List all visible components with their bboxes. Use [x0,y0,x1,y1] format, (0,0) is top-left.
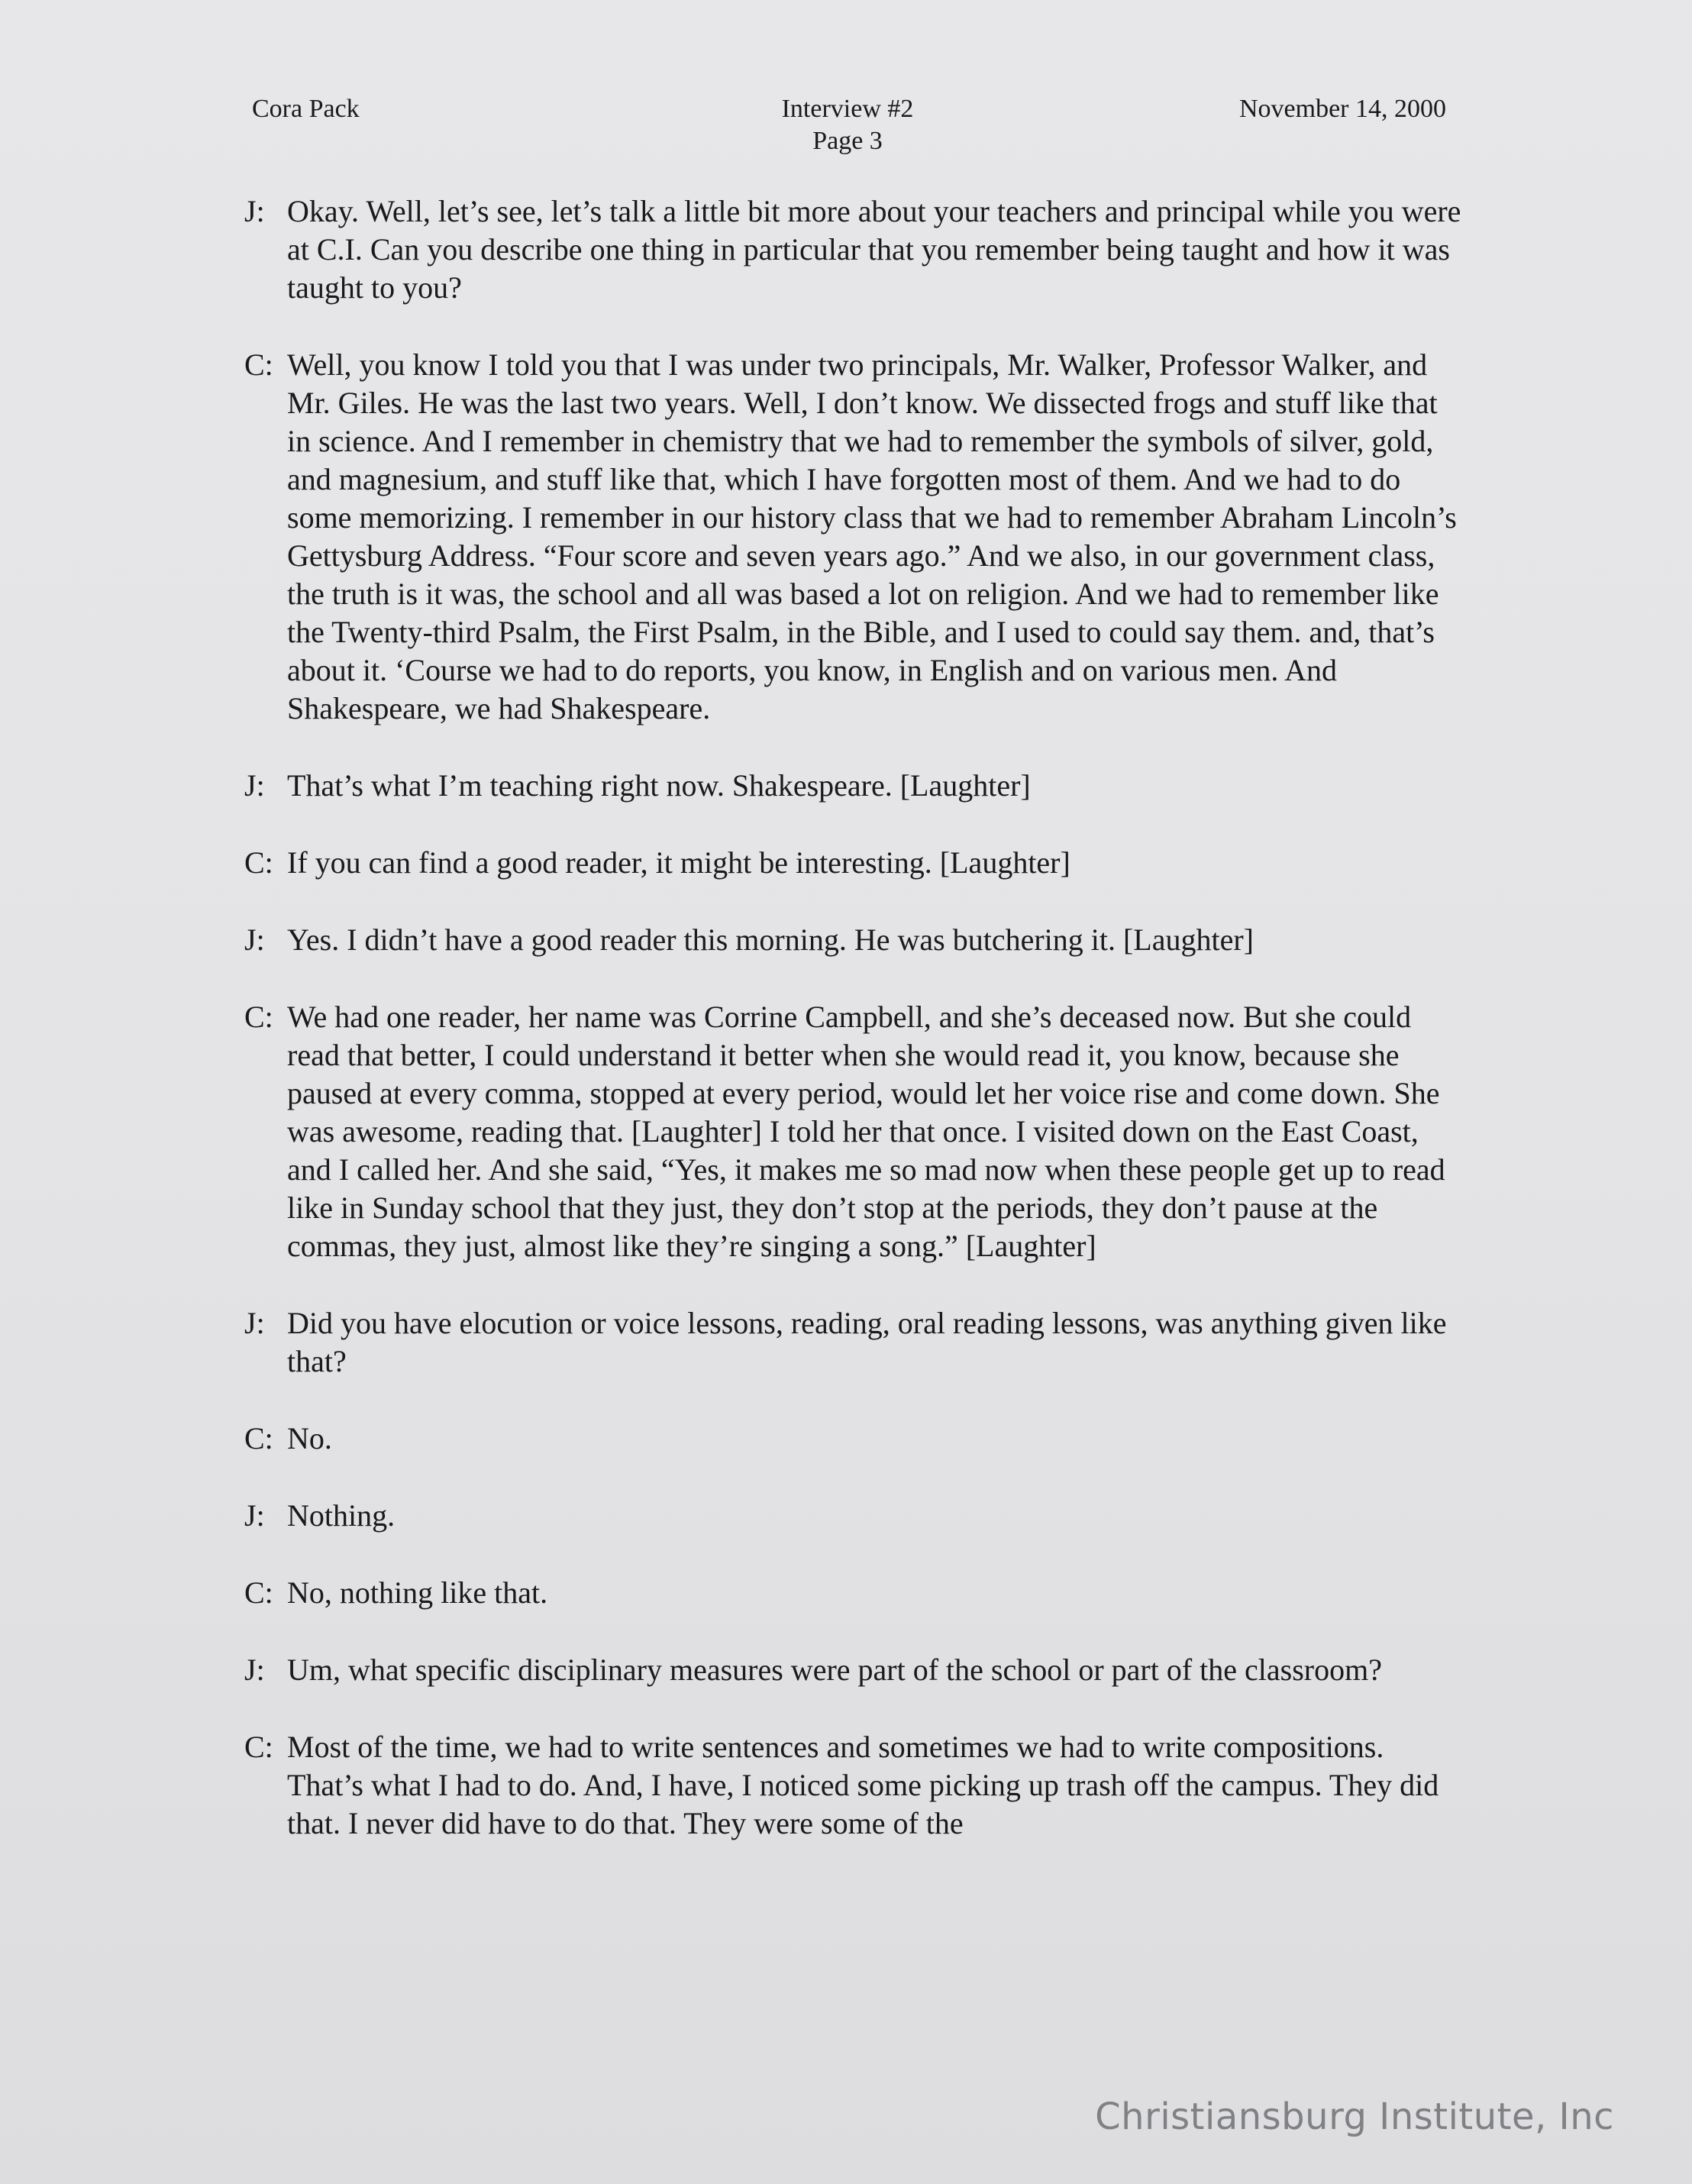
utterance-text: We had one reader, her name was Corrine Campbell, and she’s deceased now. But she could read that better, I could understand it better when she would read it, you know, because she paused at every comma, stopped at every period, would let her voice rise and come down. She was awesome, reading that. [Laughter] I told her that once. I visited down on the East Coast, and I called her. And she said, “Yes, it makes me so mad now when these people get up to read like in Sunday school that they just, they don’t stop at the periods, they don’t pause at the commas, they just, almost like they’re singing a song.” [Laughter] [287,1000,1445,1263]
utterance-text: No, nothing like that. [287,1575,548,1610]
utterance-text: No. [287,1421,332,1455]
utterance-text: That’s what I’m teaching right now. Shakespeare. [Laughter] [287,768,1031,803]
speaker-label: C: [244,845,273,880]
speaker-label: C: [244,1575,273,1610]
transcript-entry [244,844,1466,882]
speaker-label: J: [244,922,265,957]
utterance-text: Yes. I didn’t have a good reader this morning. He was butchering it. [Laughter] [287,922,1254,957]
transcript-entry [244,1497,1466,1535]
interview-number: Interview #2 [781,95,914,123]
speaker-label: J: [244,768,265,803]
speaker-label: J: [244,1306,265,1340]
transcript-entry [244,1420,1466,1458]
transcript-entry [244,921,1466,959]
utterance-text: Nothing. [287,1498,396,1533]
utterance-text: Okay. Well, let’s see, let’s talk a little bit more about your teachers and principal while you were at C.I. Can you describe one thing in particular that you remember being taught and how it was taught to you? [287,194,1461,305]
transcript-entry [244,1728,1466,1843]
utterance-text: Um, what specific disciplinary measures were part of the school or part of the classroom? [287,1653,1382,1687]
speaker-label: J: [244,1653,265,1687]
speaker-label: C: [244,1000,273,1034]
transcript-entry [244,1574,1466,1612]
interview-heading [687,93,1008,157]
utterance-text: Did you have elocution or voice lessons, reading, oral reading lessons, was anything given like that? [287,1306,1447,1378]
transcript [244,192,1466,1882]
speaker-label: J: [244,194,265,228]
utterance-text: Most of the time, we had to write sentences and sometimes we had to write compositions. That’s what I had to do. And, I have, I noticed some picking up trash off the campus. They did that. I never did have to do that. They were some of the [287,1730,1439,1840]
speaker-label: J: [244,1498,265,1533]
utterance-text: If you can find a good reader, it might be interesting. [Laughter] [287,845,1070,880]
utterance-text: Well, you know I told you that I was under two principals, Mr. Walker, Professor Walker, and Mr. Giles. He was the last two years. Well, I don’t know. We dissected frogs and stuff like that in science. And I remember in chemistry that we had to remember the symbols of silver, gold, and magnesium, and stuff like that, which I have forgotten most of them. And we had to do some memorizing. I remember in our history class that we had to remember Abraham Lincoln’s Gettysburg Address. “Four score and seven years ago.” And we also, in our government class, the truth is it was, the school and all was based a lot on religion. And we had to remember like the Twenty-third Psalm, the First Psalm, in the Bible, and I used to could say them. and, that’s about it. ‘Course we had to do reports, you know, in English and on various men. And Shakespeare, we had Shakespeare. [287,347,1457,725]
transcript-entry [244,346,1466,728]
speaker-label: C: [244,1730,273,1764]
transcript-entry [244,1304,1466,1381]
transcript-entry [244,1651,1466,1689]
interview-date: November 14, 2000 [1238,95,1446,123]
transcript-entry [244,192,1466,307]
speaker-label: C: [244,1421,273,1455]
speaker-label: C: [244,347,273,382]
watermark: Christiansburg Institute, Inc [1095,2095,1614,2138]
interviewee-name: Cora Pack [252,95,360,123]
transcript-entry [244,998,1466,1265]
transcript-entry [244,767,1466,805]
page-number: Page 3 [812,127,883,155]
